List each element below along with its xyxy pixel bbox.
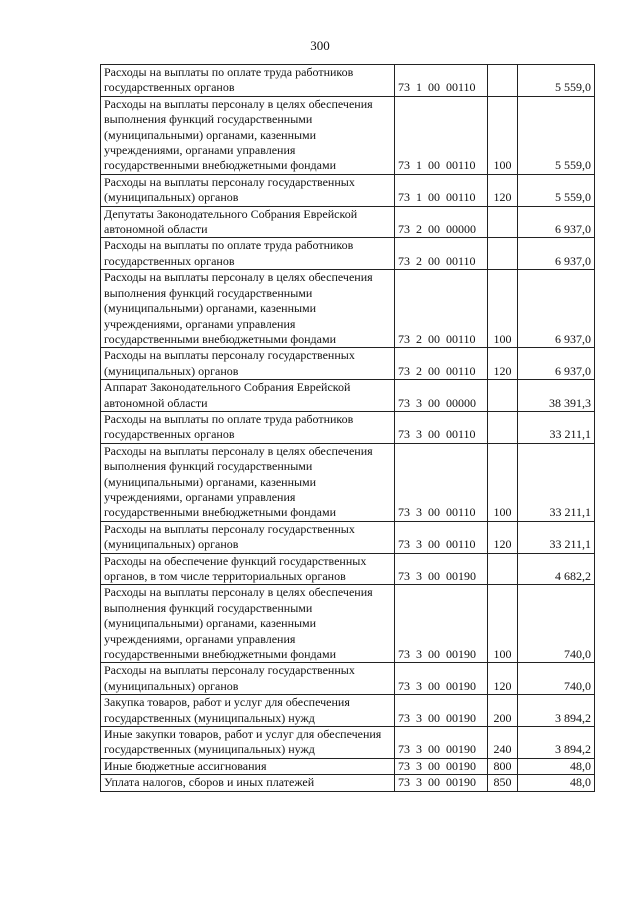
amount: 5 559,0 (518, 65, 595, 97)
expense-type-code: 120 (488, 174, 518, 206)
expense-name: Иные закупки товаров, работ и услуг для обеспечения государственных (муниципальных) нужд (101, 727, 395, 759)
budget-code: 73 1 00 00110 (395, 65, 488, 97)
table-row (101, 775, 595, 791)
expense-type-code: 240 (488, 727, 518, 759)
expense-name: Расходы на выплаты персоналу государственных (муниципальных) органов (101, 348, 395, 380)
expense-name: Аппарат Законодательного Собрания Еврейской автономной области (101, 380, 395, 412)
expense-name: Закупка товаров, работ и услуг для обеспечения государственных (муниципальных) нужд (101, 695, 395, 727)
page-number: 300 (310, 38, 330, 53)
amount: 740,0 (518, 585, 595, 663)
amount: 4 682,2 (518, 553, 595, 585)
amount: 48,0 (518, 775, 595, 791)
budget-code: 73 2 00 00110 (395, 238, 488, 270)
expense-name: Расходы на выплаты персоналу государственных (муниципальных) органов (101, 174, 395, 206)
expense-type-code: 850 (488, 775, 518, 791)
amount: 6 937,0 (518, 206, 595, 238)
expense-type-code: 120 (488, 348, 518, 380)
expense-type-code: 100 (488, 585, 518, 663)
expense-name: Расходы на выплаты по оплате труда работников государственных органов (101, 65, 395, 97)
expense-name: Расходы на обеспечение функций государственных органов, в том числе территориальных органов (101, 553, 395, 585)
budget-code: 73 3 00 00110 (395, 521, 488, 553)
expense-type-code: 120 (488, 663, 518, 695)
table-row (101, 585, 595, 663)
expense-type-code (488, 65, 518, 97)
amount: 6 937,0 (518, 270, 595, 348)
table-row (101, 65, 595, 97)
budget-code: 73 3 00 00190 (395, 663, 488, 695)
amount: 33 211,1 (518, 411, 595, 443)
expense-type-code (488, 238, 518, 270)
amount: 38 391,3 (518, 380, 595, 412)
table-row (101, 727, 595, 759)
table-row (101, 238, 595, 270)
amount: 5 559,0 (518, 96, 595, 174)
amount: 740,0 (518, 663, 595, 695)
budget-code: 73 1 00 00110 (395, 96, 488, 174)
table-row (101, 348, 595, 380)
expense-name: Расходы на выплаты персоналу в целях обеспечения выполнения функций государственными (муниципальными) органами, казенными учреждениями, органами управления государственными внебюджетными фондами (101, 585, 395, 663)
amount: 3 894,2 (518, 695, 595, 727)
expense-name: Расходы на выплаты персоналу в целях обеспечения выполнения функций государственными (муниципальными) органами, казенными учреждениями, органами управления государственными внебюджетными фондами (101, 96, 395, 174)
expense-name: Расходы на выплаты персоналу государственных (муниципальных) органов (101, 663, 395, 695)
expense-name: Расходы на выплаты по оплате труда работников государственных органов (101, 238, 395, 270)
budget-table-body (101, 65, 595, 792)
table-row (101, 553, 595, 585)
budget-code: 73 3 00 00190 (395, 758, 488, 774)
expense-type-code: 200 (488, 695, 518, 727)
expense-type-code: 120 (488, 521, 518, 553)
expense-type-code (488, 206, 518, 238)
expense-type-code (488, 380, 518, 412)
budget-code: 73 2 00 00110 (395, 348, 488, 380)
expense-type-code: 100 (488, 96, 518, 174)
expense-name: Иные бюджетные ассигнования (101, 758, 395, 774)
table-row (101, 443, 595, 521)
table-row (101, 695, 595, 727)
table-row (101, 174, 595, 206)
budget-code: 73 2 00 00000 (395, 206, 488, 238)
budget-code: 73 3 00 00110 (395, 411, 488, 443)
amount: 6 937,0 (518, 238, 595, 270)
table-row (101, 206, 595, 238)
expense-name: Расходы на выплаты персоналу в целях обеспечения выполнения функций государственными (муниципальными) органами, казенными учреждениями, органами управления государственными внебюджетными фондами (101, 270, 395, 348)
budget-code: 73 1 00 00110 (395, 174, 488, 206)
budget-code: 73 3 00 00000 (395, 380, 488, 412)
budget-code: 73 3 00 00190 (395, 553, 488, 585)
expense-name: Расходы на выплаты по оплате труда работников государственных органов (101, 411, 395, 443)
expense-name: Расходы на выплаты персоналу в целях обеспечения выполнения функций государственными (муниципальными) органами, казенными учреждениями, органами управления государственными внебюджетными фондами (101, 443, 395, 521)
budget-table (100, 64, 595, 792)
table-row (101, 270, 595, 348)
amount: 6 937,0 (518, 348, 595, 380)
amount: 33 211,1 (518, 521, 595, 553)
table-row (101, 521, 595, 553)
expense-name: Уплата налогов, сборов и иных платежей (101, 775, 395, 791)
table-row (101, 663, 595, 695)
amount: 3 894,2 (518, 727, 595, 759)
amount: 5 559,0 (518, 174, 595, 206)
budget-code: 73 3 00 00190 (395, 727, 488, 759)
budget-code: 73 3 00 00110 (395, 443, 488, 521)
table-row (101, 380, 595, 412)
budget-code: 73 3 00 00190 (395, 775, 488, 791)
budget-code: 73 3 00 00190 (395, 585, 488, 663)
expense-name: Депутаты Законодательного Собрания Еврейской автономной области (101, 206, 395, 238)
expense-type-code (488, 553, 518, 585)
table-row (101, 411, 595, 443)
expense-name: Расходы на выплаты персоналу государственных (муниципальных) органов (101, 521, 395, 553)
expense-type-code: 100 (488, 270, 518, 348)
budget-code: 73 3 00 00190 (395, 695, 488, 727)
table-row (101, 758, 595, 774)
expense-type-code: 100 (488, 443, 518, 521)
amount: 33 211,1 (518, 443, 595, 521)
amount: 48,0 (518, 758, 595, 774)
table-row (101, 96, 595, 174)
budget-code: 73 2 00 00110 (395, 270, 488, 348)
expense-type-code: 800 (488, 758, 518, 774)
expense-type-code (488, 411, 518, 443)
